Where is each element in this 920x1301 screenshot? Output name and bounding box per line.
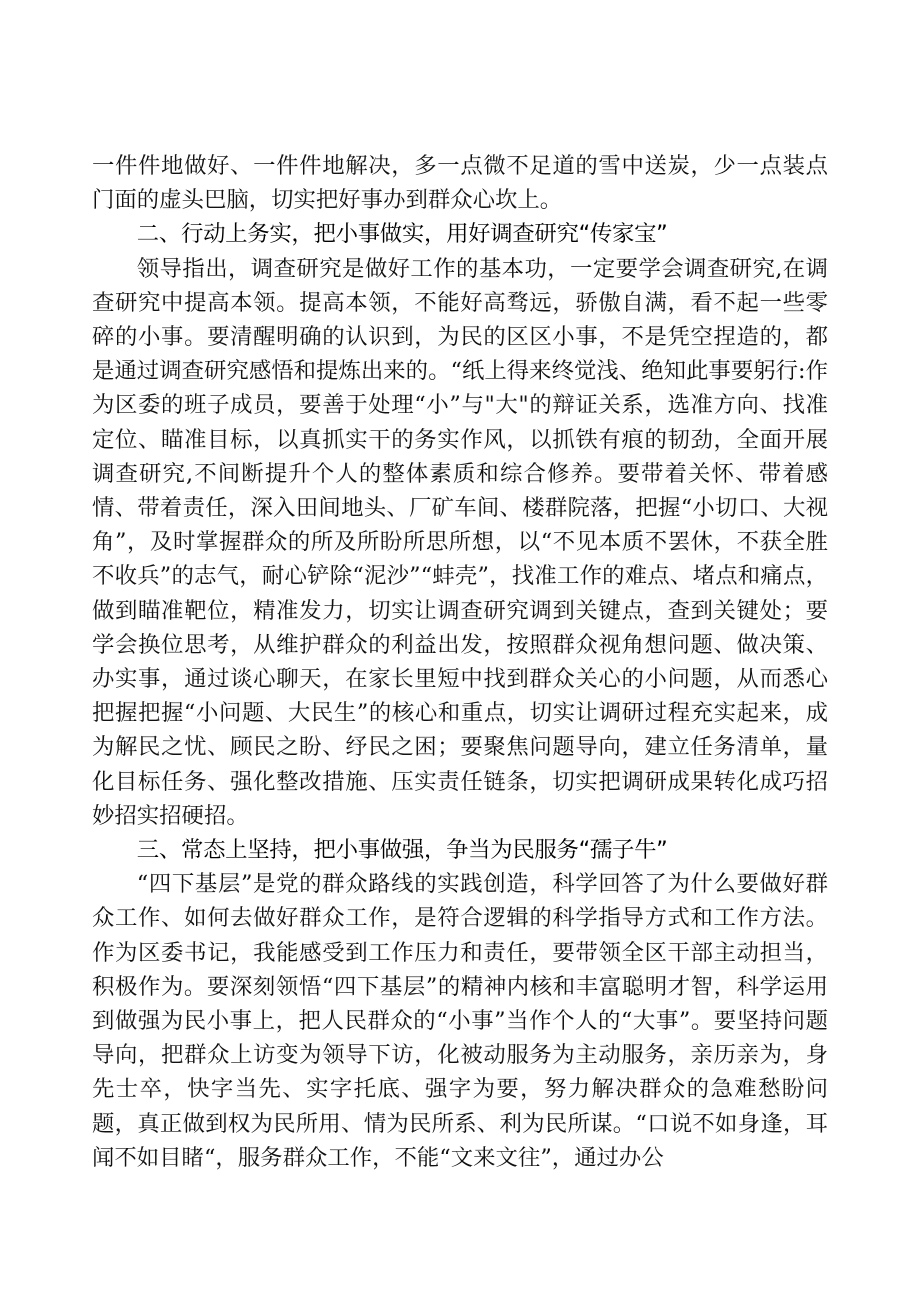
section-heading-3: 三、常态上坚持，把小事做强，争当为民服务“孺子牛” [136, 837, 668, 864]
paragraph-section-3: “四下基层”是党的群众路线的实践创造，科学回答了为什么要做好群众工作、如何去做好群众工作，是符合逻辑的科学指导方式和工作方法。作为区委书记，我能感受到工作压力和责任，要带领全区干部主动担当，积极作为。要深刻领悟“四下基层”的精神内核和丰富聪明才智，科学运用到做强为民小事上，把人民群众的“小事”当作个人的“大事”。要坚持问题导向，把群众上访变为领导下访，化被动服务为主动服务，亲历亲为，身先士卒，快字当先、实字托底、强字为要，努力解决群众的急难愁盼问题，真正做到权为民所用、情为民所系、利为民所谋。“口说不如身逢，耳闻不如目睹“，服务群众工作，不能“文来文往”，通过办公 [92, 871, 828, 1171]
paragraph-intro: 一件件地做好、一件件地解决，多一点微不足道的雪中送炭，少一点装点门面的虚头巴脑，切实把好事办到群众心坎上。 [92, 153, 828, 214]
document-page [92, 149, 828, 1175]
paragraph-section-2: 领导指出，调查研究是做好工作的基本功，一定要学会调查研究,在调查研究中提高本领。提高本领，不能好高骛远，骄傲自满，看不起一些零碎的小事。要清醒明确的认识到，为民的区区小事，不是凭空捏造的，都是通过调查研究感悟和提炼出来的。“纸上得来终觉浅、绝知此事要躬行:作为区委的班子成员，要善于处理“小”与"大"的辩证关系，选准方向、找准定位、瞄准目标，以真抓实干的务实作风，以抓铁有痕的韧劲，全面开展调查研究,不间断提升个人的整体素质和综合修养。要带着关怀、带着感情、带着责任，深入田间地头、厂矿车间、楼群院落，把握“小切口、大视角”，及时掌握群众的所及所盼所思所想，以“不见本质不罢休，不获全胜不收兵”的志气，耐心铲除“泥沙”“蚌壳”，找准工作的难点、堵点和痛点，做到瞄准靶位，精准发力，切实让调查研究调到关键点，查到关键处；要学会换位思考，从维护群众的利益出发，按照群众视角想问题、做决策、办实事，通过谈心聊天，在家长里短中找到群众关心的小问题，从而悉心把握把握“小问题、大民生”的核心和重点，切实让调研过程充实起来，成为解民之忧、顾民之盼、纾民之困；要聚焦问题导向，建立任务清单，量化目标任务、强化整改措施、压实责任链条，切实把调研成果转化成巧招妙招实招硬招。 [92, 255, 828, 829]
section-heading-2: 二、行动上务实，把小事做实，用好调查研究“传家宝” [136, 221, 668, 248]
